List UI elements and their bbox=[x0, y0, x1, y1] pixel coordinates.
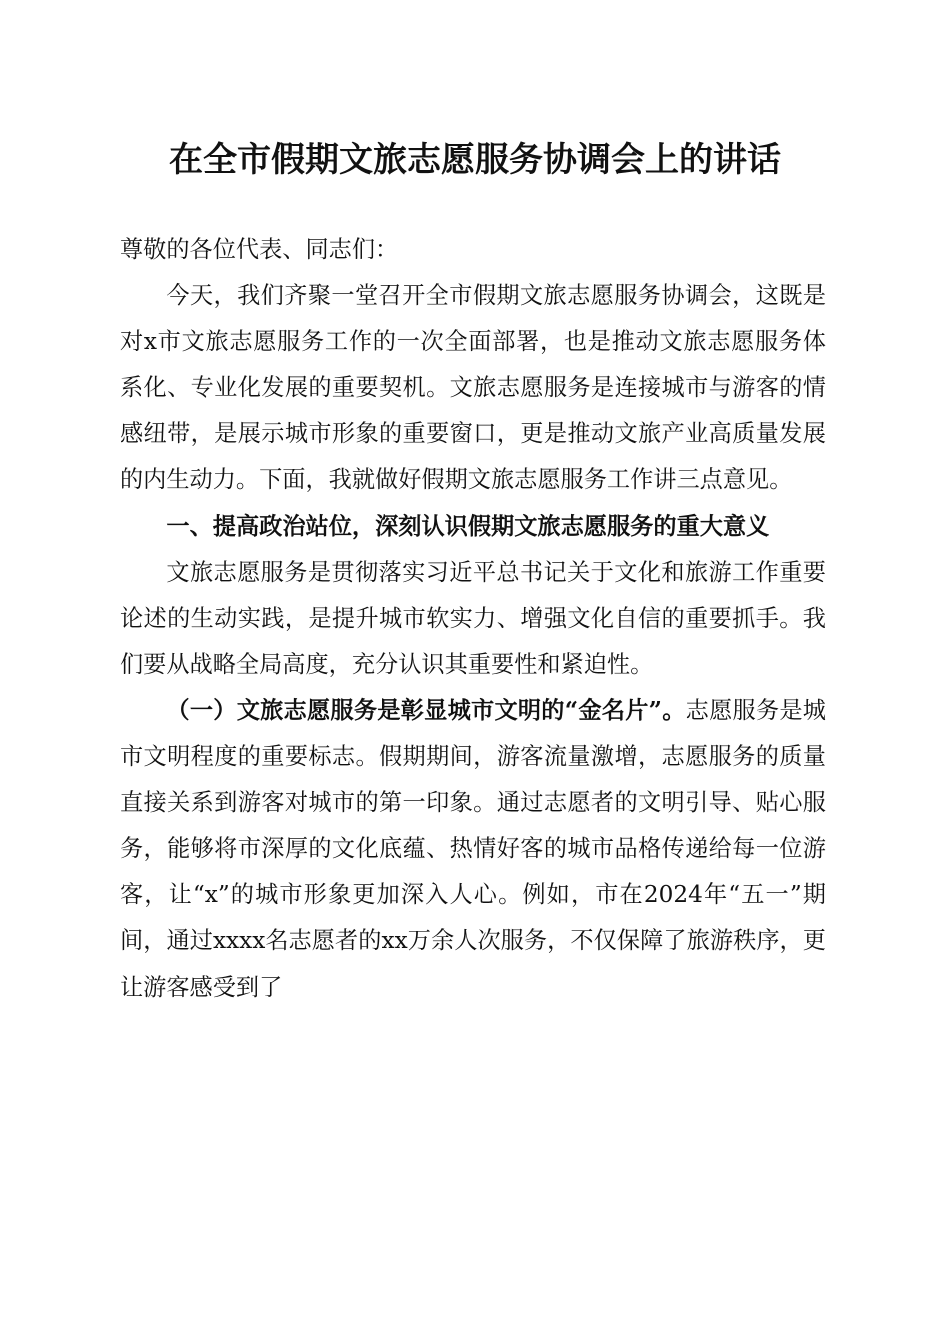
subsection-1-body: 志愿服务是城市文明程度的重要标志。假期期间，游客流量激增，志愿服务的质量直接关系到游客对城市的第一印象。通过志愿者的文明引导、贴心服务，能够将市深厚的文化底蕴、热情好客的城市品格传递给每一位游客，让“x”的城市形象更加深入人心。例如，市在2024年“五一”期间，通过xxxx名志愿者的xx万余人次服务，不仅保障了旅游秩序，更让游客感受到了 bbox=[120, 696, 826, 1001]
subsection-1-paragraph bbox=[120, 688, 826, 1011]
section-1-heading: 一、提高政治站位，深刻认识假期文旅志愿服务的重大意义 bbox=[166, 512, 770, 540]
salutation: 尊敬的各位代表、同志们： bbox=[120, 236, 399, 263]
intro-paragraph: 今天，我们齐聚一堂召开全市假期文旅志愿服务协调会，这既是对x市文旅志愿服务工作的一次全面部署，也是推动文旅志愿服务体系化、专业化发展的重要契机。文旅志愿服务是连接城市与游客的情感纽带，是展示城市形象的重要窗口，更是推动文旅产业高质量发展的内生动力。下面，我就做好假期文旅志愿服务工作讲三点意见。 bbox=[120, 282, 826, 494]
section-1-paragraph: 文旅志愿服务是贯彻落实习近平总书记关于文化和旅游工作重要论述的生动实践，是提升城市软实力、增强文化自信的重要抓手。我们要从战略全局高度，充分认识其重要性和紧迫性。 bbox=[120, 558, 826, 678]
document-body bbox=[120, 227, 826, 1011]
document-title: 在全市假期文旅志愿服务协调会上的讲话 bbox=[169, 140, 781, 180]
subsection-1-heading: （一）文旅志愿服务是彰显城市文明的“金名片”。 bbox=[166, 696, 686, 724]
